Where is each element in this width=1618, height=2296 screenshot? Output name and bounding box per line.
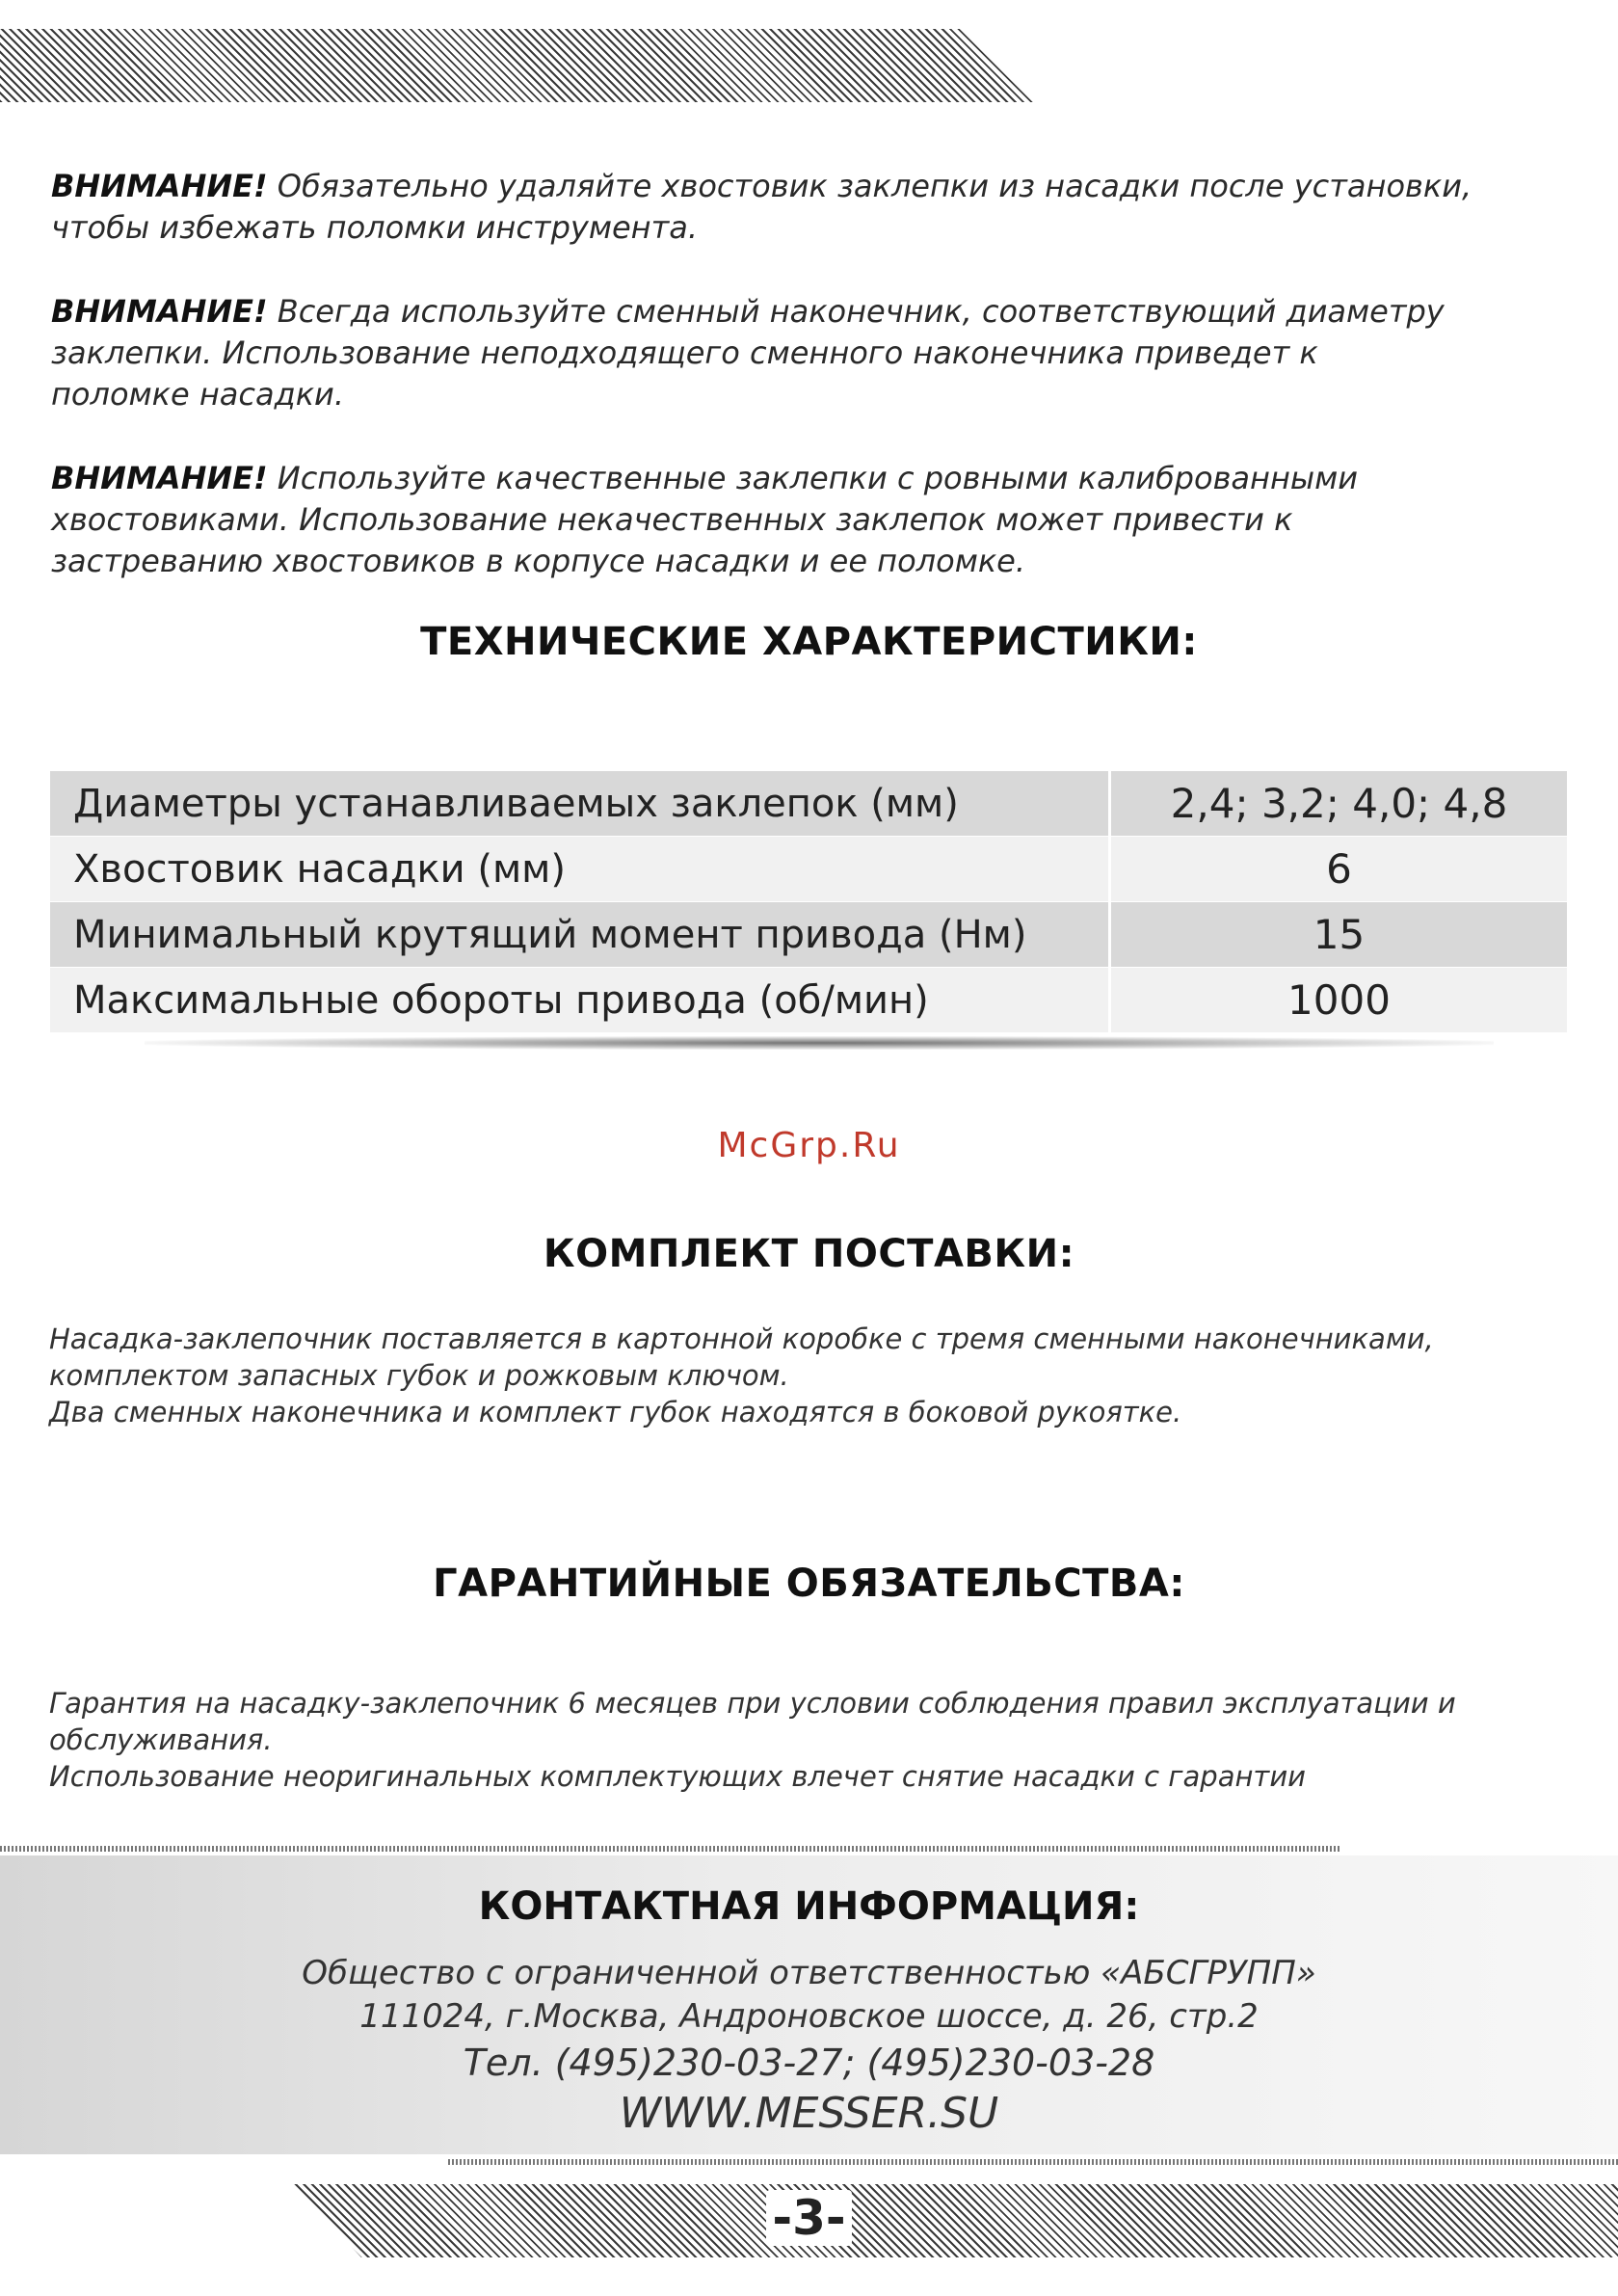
spec-value: 15 xyxy=(1108,902,1567,967)
warranty-text xyxy=(49,1685,1572,1795)
warranty-title: ГАРАНТИЙНЫЕ ОБЯЗАТЕЛЬСТВА: xyxy=(433,1562,1185,1606)
page-number-text: -3- xyxy=(766,2190,851,2246)
package-title: КОМПЛЕКТ ПОСТАВКИ: xyxy=(543,1232,1075,1276)
contact-website[interactable]: WWW.MESSER.SU xyxy=(619,2089,999,2138)
notice-3 xyxy=(51,458,1554,582)
contact-address: 111024, г.Москва, Андроновское шоссе, д. 26, стр.2 xyxy=(359,1997,1259,2036)
notice-1 xyxy=(51,166,1554,249)
table-row xyxy=(50,771,1567,837)
package-line: комплектом запасных губок и рожковым ключом. xyxy=(49,1359,789,1392)
notice-label: ВНИМАНИЕ! xyxy=(51,460,268,496)
warranty-line: обслуживания. xyxy=(49,1723,273,1756)
header-decorative-band xyxy=(0,29,1036,102)
table-row xyxy=(50,902,1567,968)
spec-value: 1000 xyxy=(1108,968,1567,1032)
warranty-line: Гарантия на насадку-заклепочник 6 месяцев при условии соблюдения правил эксплуатации и xyxy=(49,1687,1456,1720)
package-line: Два сменных наконечника и комплект губок находятся в боковой рукоятке. xyxy=(49,1396,1182,1428)
notice-text: хвостовиками. Использование некачественных заклепок может привести к xyxy=(51,501,1293,538)
specs-title: ТЕХНИЧЕСКИЕ ХАРАКТЕРИСТИКИ: xyxy=(420,620,1198,664)
dotted-divider xyxy=(0,1846,1339,1852)
package-line: Насадка-заклепочник поставляется в картонной коробке с тремя сменными наконечниками, xyxy=(49,1322,1434,1355)
table-row xyxy=(50,968,1567,1033)
page-number xyxy=(0,2190,1618,2246)
notice-label: ВНИМАНИЕ! xyxy=(51,293,268,330)
spec-value: 6 xyxy=(1108,837,1567,901)
contact-company: Общество с ограниченной ответственностью «АБСГРУПП» xyxy=(302,1954,1316,1992)
notice-2 xyxy=(51,291,1554,415)
spec-name: Максимальные обороты привода (об/мин) xyxy=(73,977,929,1023)
notice-text: Используйте качественные заклепки с ровными калиброванными xyxy=(277,460,1359,496)
notice-text: чтобы избежать поломки инструмента. xyxy=(51,209,698,246)
spec-value: 2,4; 3,2; 4,0; 4,8 xyxy=(1108,771,1567,836)
warranty-line: Использование неоригинальных комплектующих влечет снятие насадки с гарантии xyxy=(49,1760,1307,1793)
notice-text: поломке насадки. xyxy=(51,376,345,413)
notice-text: застреванию хвостовиков в корпусе насадки и ее поломке. xyxy=(51,543,1026,579)
table-shadow xyxy=(145,1036,1494,1050)
contact-phone: Тел. (495)230-03-27; (495)230-03-28 xyxy=(463,2042,1155,2084)
notice-text: заклепки. Использование неподходящего сменного наконечника приведет к xyxy=(51,334,1318,371)
notice-label: ВНИМАНИЕ! xyxy=(51,168,268,204)
dotted-divider xyxy=(448,2159,1618,2165)
package-text xyxy=(49,1321,1572,1430)
contact-title: КОНТАКТНАЯ ИНФОРМАЦИЯ: xyxy=(478,1884,1140,1929)
spec-name: Диаметры устанавливаемых заклепок (мм) xyxy=(73,781,959,826)
spec-name: Минимальный крутящий момент привода (Нм) xyxy=(73,912,1027,957)
table-row xyxy=(50,837,1567,902)
specs-table xyxy=(50,771,1567,1033)
notice-text: Всегда используйте сменный наконечник, соответствующий диаметру xyxy=(277,293,1445,330)
spec-name: Хвостовик насадки (мм) xyxy=(73,846,566,892)
watermark-text: McGrp.Ru xyxy=(717,1126,901,1165)
notice-text: Обязательно удаляйте хвостовик заклепки из насадки после установки, xyxy=(277,168,1472,204)
